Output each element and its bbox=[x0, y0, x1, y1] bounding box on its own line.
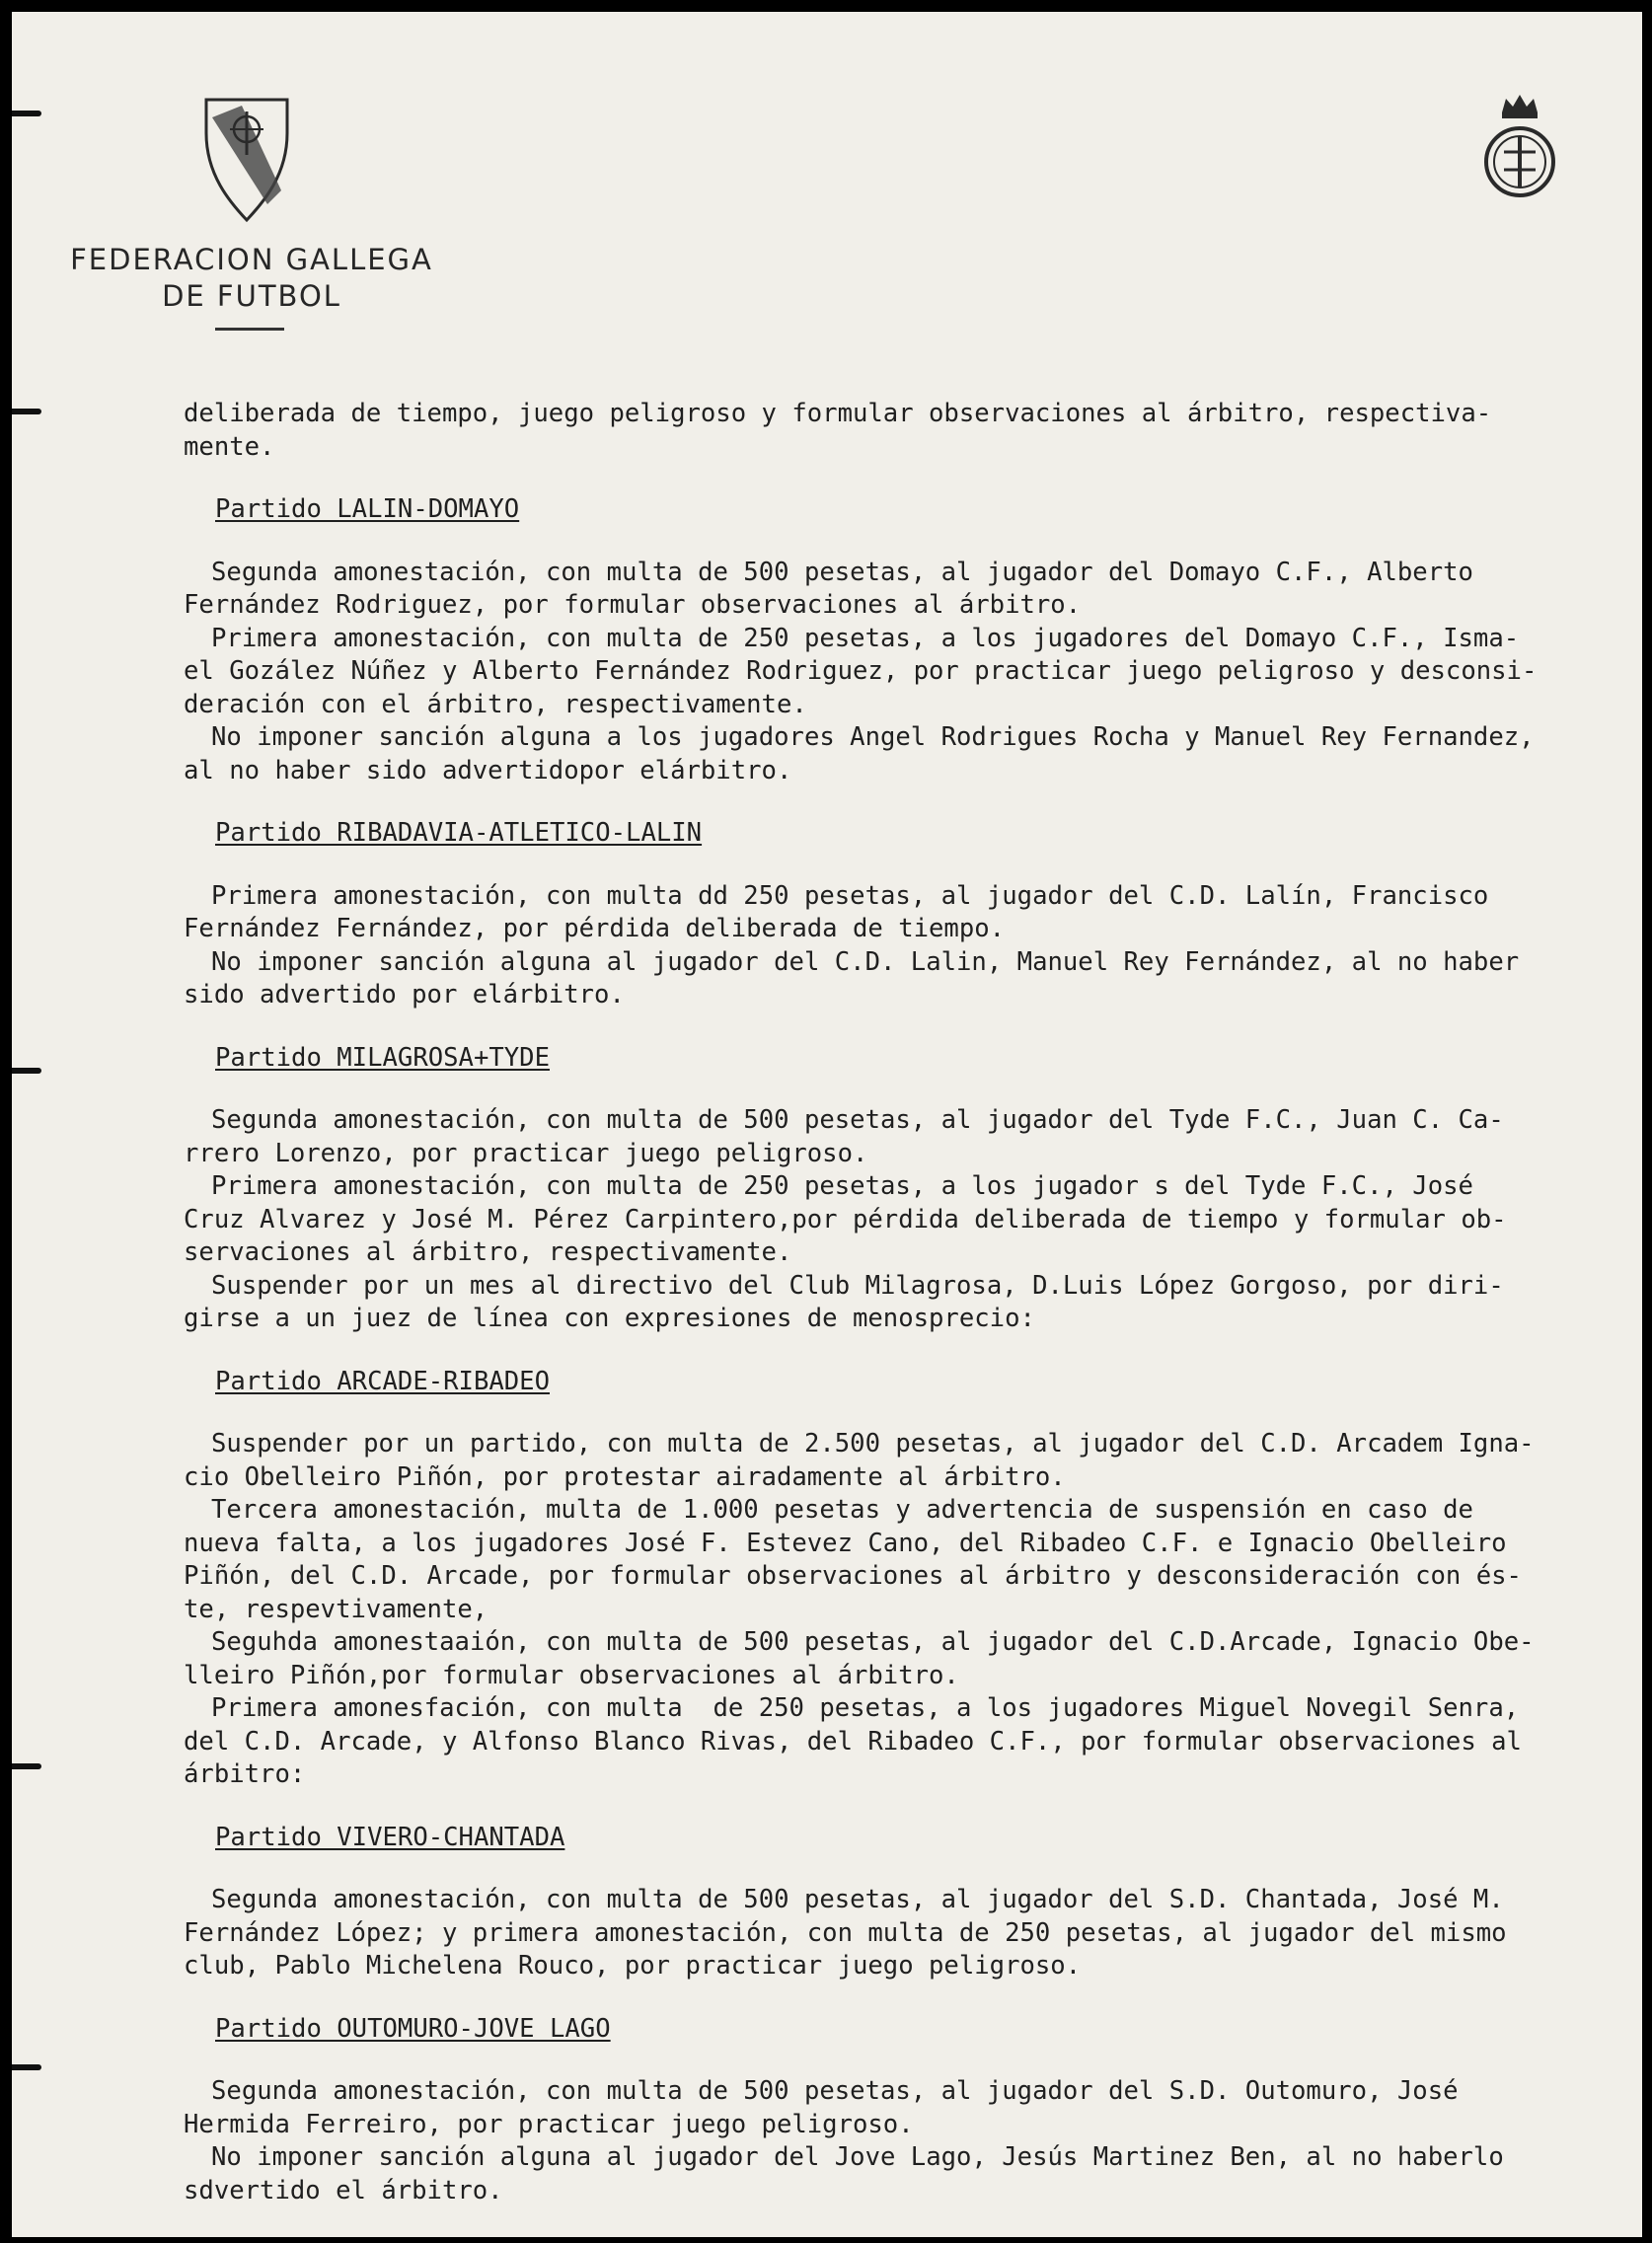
heading-gap bbox=[184, 2046, 1632, 2075]
text-line: Cruz Alvarez y José M. Pérez Carpintero,por pérdida deliberada de tiempo y formular ob- bbox=[184, 1204, 1507, 1234]
heading-gap bbox=[184, 527, 1632, 557]
text-line: Segunda amonestación, con multa de 500 pesetas, al jugador del S.D. Outomuro, José bbox=[211, 2076, 1459, 2106]
text-line: No imponer sanción alguna a los jugadores Angel Rodrigues Rocha y Manuel Rey Fernandez, bbox=[211, 722, 1535, 752]
text-line: Fernández Fernández, por pérdida deliberada de tiempo. bbox=[184, 914, 1006, 943]
text-line: Suspender por un partido, con multa de 2.500 pesetas, al jugador del C.D. Arcadem Igna- bbox=[211, 1429, 1535, 1458]
text-line: rrero Lorenzo, por practicar juego peligroso. bbox=[184, 1138, 868, 1168]
section-heading: Partido ARCADE-RIBADEO bbox=[215, 1366, 550, 1396]
text-line: servaciones al árbitro, respectivamente. bbox=[184, 1237, 792, 1267]
federation-name bbox=[44, 242, 459, 315]
federation-name-line1: FEDERACION GALLEGA bbox=[70, 243, 433, 276]
document-body bbox=[184, 398, 1632, 2207]
text-line: girse a un juez de línea con expresiones de menosprecio: bbox=[184, 1304, 1035, 1333]
text-line: No imponer sanción alguna al jugador del Jove Lago, Jesús Martinez Ben, al no haberlo bbox=[211, 2142, 1504, 2172]
text-line: No imponer sanción alguna al jugador del C.D. Lalin, Manuel Rey Fernández, al no haber bbox=[211, 946, 1520, 977]
galician-federation-crest-icon bbox=[202, 96, 291, 224]
intro-line: mente. bbox=[184, 431, 275, 462]
section-gap bbox=[184, 1792, 1632, 1822]
text-line: Segunda amonestación, con multa de 500 pesetas, al jugador del S.D. Chantada, José M. bbox=[211, 1885, 1504, 1914]
text-line: cio Obelleiro Piñón, por protestar airadamente al árbitro. bbox=[184, 1461, 1066, 1492]
text-line: Segunda amonestación, con multa de 500 pesetas, al jugador del Domayo C.F., Alberto bbox=[211, 557, 1473, 587]
binder-hole bbox=[12, 2064, 41, 2070]
text-line: club, Pablo Michelena Rouco, por practicar juego peligroso. bbox=[184, 1951, 1082, 1981]
text-line: Tercera amonestación, multa de 1.000 pesetas y advertencia de suspensión en caso de bbox=[211, 1495, 1473, 1525]
text-line: Piñón, del C.D. Arcade, por formular observaciones al árbitro y desconsideración con és- bbox=[184, 1561, 1522, 1591]
text-line: árbitro: bbox=[184, 1759, 306, 1789]
section-gap bbox=[184, 1983, 1632, 2013]
heading-gap bbox=[184, 1075, 1632, 1104]
binder-hole bbox=[12, 409, 41, 414]
text-line: Fernández López; y primera amonestación, con multa de 250 pesetas, al jugador del mismo bbox=[184, 1917, 1507, 1948]
text-line: deración con el árbitro, respectivamente. bbox=[184, 689, 807, 719]
text-line: al no haber sido advertidopor elárbitro. bbox=[184, 755, 792, 785]
heading-gap bbox=[184, 1398, 1632, 1428]
letterhead-divider bbox=[215, 328, 284, 331]
text-line: te, respevtivamente, bbox=[184, 1594, 488, 1624]
section-gap bbox=[184, 1012, 1632, 1042]
text-line: del C.D. Arcade, y Alfonso Blanco Rivas, del Ribadeo C.F., por formular observaciones al bbox=[184, 1726, 1522, 1757]
section-heading: Partido RIBADAVIA-ATLETICO-LALIN bbox=[215, 818, 703, 848]
text-line: lleiro Piñón,por formular observaciones al árbitro. bbox=[184, 1660, 959, 1690]
binder-hole bbox=[12, 1763, 41, 1769]
section-heading: Partido OUTOMURO-JOVE LAGO bbox=[215, 2013, 611, 2044]
text-line: Primera amonestación, con multa de 250 pesetas, a los jugador s del Tyde F.C., José bbox=[211, 1171, 1473, 1201]
heading-gap bbox=[184, 1854, 1632, 1884]
section-gap bbox=[184, 1336, 1632, 1366]
section-heading: Partido VIVERO-CHANTADA bbox=[215, 1822, 565, 1852]
section-heading: Partido LALIN-DOMAYO bbox=[215, 494, 520, 524]
federation-name-line2: DE FUTBOL bbox=[162, 279, 341, 313]
text-line: nueva falta, a los jugadores José F. Estevez Cano, del Ribadeo C.F. e Ignacio Obelleiro bbox=[184, 1528, 1507, 1558]
section-gap bbox=[184, 787, 1632, 817]
text-line: Primera amonesfación, con multa de 250 pesetas, a los jugadores Miguel Novegil Senra, bbox=[211, 1693, 1520, 1723]
text-line: el Gozález Núñez y Alberto Fernández Rodriguez, por practicar juego peligroso y desconsi- bbox=[184, 656, 1538, 686]
text-line: sdvertido el árbitro. bbox=[184, 2175, 503, 2206]
section-heading: Partido MILAGROSA+TYDE bbox=[215, 1042, 550, 1073]
section-gap bbox=[184, 464, 1632, 493]
text-line: Suspender por un mes al directivo del Club Milagrosa, D.Luis López Gorgoso, por diri- bbox=[211, 1270, 1504, 1301]
text-line: sido advertido por elárbitro. bbox=[184, 980, 625, 1009]
binder-hole bbox=[12, 111, 41, 116]
text-line: Hermida Ferreiro, por practicar juego peligroso. bbox=[184, 2109, 914, 2139]
text-line: Primera amonestación, con multa de 250 pesetas, a los jugadores del Domayo C.F., Isma- bbox=[211, 623, 1520, 653]
text-line: Primera amonestación, con multa dd 250 pesetas, al jugador del C.D. Lalín, Francisco bbox=[211, 880, 1489, 911]
binder-hole bbox=[12, 1068, 41, 1074]
royal-federation-crest-icon bbox=[1480, 91, 1559, 201]
text-line: Fernández Rodriguez, por formular observaciones al árbitro. bbox=[184, 590, 1082, 620]
heading-gap bbox=[184, 851, 1632, 880]
text-line: Segunda amonestación, con multa de 500 pesetas, al jugador del Tyde F.C., Juan C. Ca- bbox=[211, 1105, 1504, 1135]
text-line: Seguhda amonestaaión, con multa de 500 pesetas, al jugador del C.D.Arcade, Ignacio Obe- bbox=[211, 1627, 1535, 1657]
intro-line: deliberada de tiempo, juego peligroso y formular observaciones al árbitro, respectiva- bbox=[184, 399, 1492, 428]
